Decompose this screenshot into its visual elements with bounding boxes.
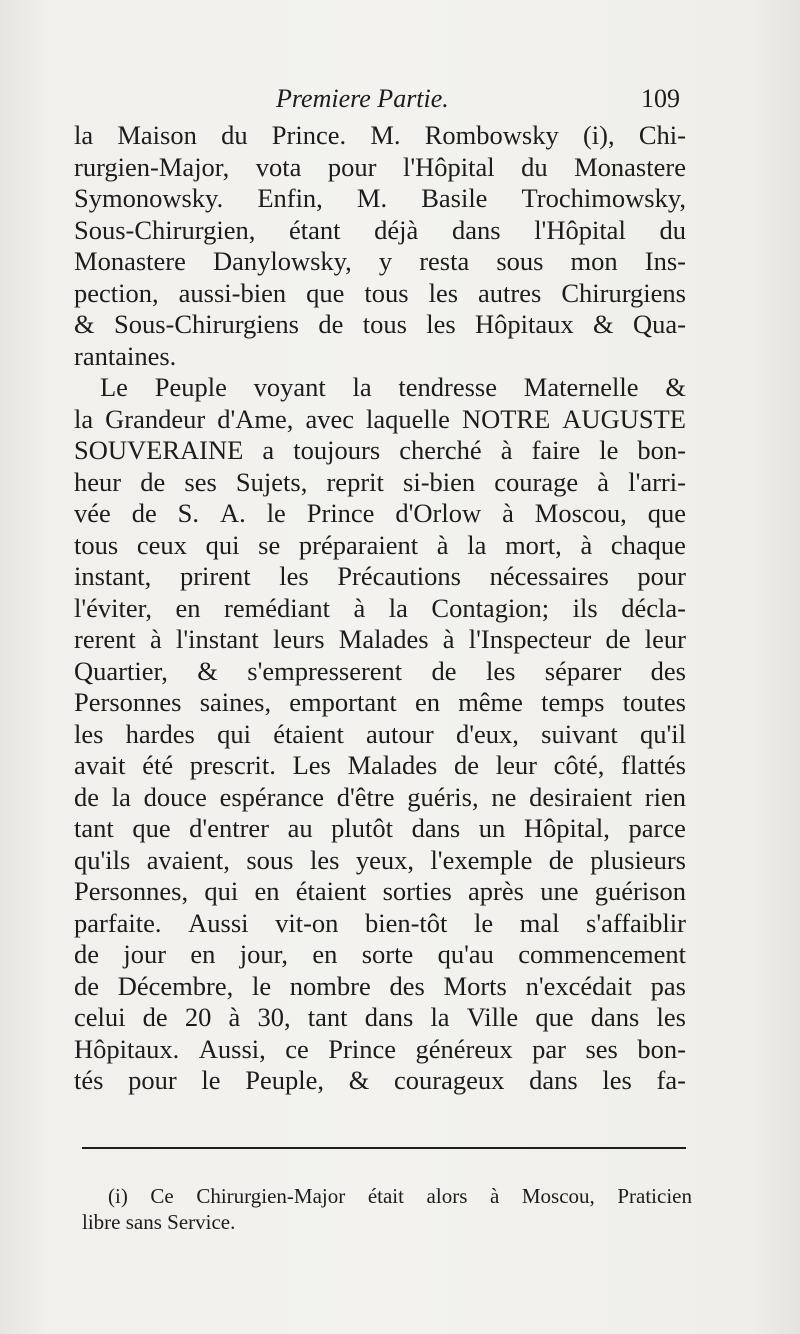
word: à: [580, 529, 593, 560]
word: de: [131, 498, 157, 528]
word: ils: [572, 592, 598, 623]
word: les: [602, 1065, 632, 1095]
word: à: [436, 529, 449, 560]
word: Ville: [466, 1002, 519, 1032]
text-line: [74, 593, 686, 625]
word: l'Hôpital: [402, 151, 495, 182]
word: étant: [289, 214, 341, 245]
text-line: rantaines.: [74, 340, 177, 371]
word: qu'il: [639, 718, 686, 749]
word: saines,: [199, 687, 272, 717]
word: tant: [74, 813, 114, 843]
word: qui: [205, 529, 240, 560]
word: la: [388, 592, 408, 623]
word: Les: [292, 750, 331, 780]
word: rerent: [74, 624, 136, 654]
word: laquelle: [366, 403, 450, 434]
word: SOUVERAINE: [74, 435, 244, 465]
word: jour: [123, 939, 167, 969]
word: que: [535, 1002, 574, 1032]
word: Qua-: [632, 309, 686, 339]
word: guérison: [594, 876, 686, 906]
text-line: [74, 467, 686, 499]
text-line: [74, 309, 686, 341]
word: fa-: [656, 1065, 686, 1095]
word: se: [258, 529, 281, 560]
word: pection,: [74, 277, 159, 308]
word: chaque: [610, 529, 686, 560]
word: un: [478, 813, 506, 843]
word: avait: [74, 750, 126, 780]
word: (i),: [582, 120, 615, 150]
word: le: [201, 1065, 221, 1095]
word: ne: [491, 781, 517, 812]
word: des: [650, 655, 686, 686]
word: 30,: [257, 1002, 291, 1032]
text-line: [74, 278, 686, 310]
word: à: [597, 466, 610, 497]
word: les: [74, 718, 104, 749]
word: qu'au: [437, 939, 494, 969]
text-line: [74, 1002, 686, 1034]
body-text: [74, 120, 686, 1097]
word: le: [474, 907, 494, 938]
word: sous: [246, 844, 294, 875]
word: la: [74, 120, 94, 150]
word: Chi-: [638, 120, 686, 150]
word: instant,: [74, 561, 152, 591]
word: d'eux,: [455, 718, 519, 749]
word: pour: [327, 151, 377, 182]
word: sorties: [382, 876, 452, 906]
word: voyant: [253, 372, 326, 402]
word: guéris,: [407, 781, 479, 812]
word: sous: [496, 246, 544, 276]
word: vota: [255, 151, 302, 182]
word: à: [502, 498, 514, 528]
word: desiraient: [529, 781, 633, 812]
text-line: [74, 719, 686, 751]
word: côté,: [553, 750, 605, 780]
word: étaient: [295, 876, 367, 906]
word: alors: [426, 1184, 468, 1208]
word: de: [140, 466, 166, 497]
footnote-line: libre sans Service.: [82, 1210, 236, 1234]
text-line: [74, 561, 686, 593]
text-line: [74, 498, 686, 530]
word: Basile: [421, 183, 488, 213]
word: autres: [478, 277, 542, 308]
word: était: [367, 1184, 404, 1208]
word: d'entrer: [189, 813, 269, 843]
word: la: [74, 403, 94, 434]
word: de: [454, 750, 480, 780]
word: Moscou,: [521, 1184, 595, 1208]
word: &: [592, 309, 614, 339]
word: Hôpitaux: [475, 309, 574, 339]
word: Prince: [306, 498, 375, 528]
word: Enfin,: [257, 183, 323, 213]
word: Contagion;: [431, 592, 550, 623]
word: pour: [128, 1065, 177, 1095]
word: Maison: [117, 120, 197, 150]
word: espérance: [219, 781, 325, 812]
word: prescrit.: [189, 750, 276, 780]
word: du: [659, 214, 686, 245]
word: celui: [74, 1002, 126, 1032]
text-line: [74, 120, 686, 152]
word: Ins-: [644, 246, 686, 276]
word: le: [266, 498, 286, 528]
word: A.: [219, 498, 246, 528]
word: remédiant: [224, 592, 330, 623]
text-line: [74, 939, 686, 971]
word: Sujets,: [235, 466, 308, 497]
word: en: [414, 687, 440, 717]
word: Moscou,: [534, 498, 627, 528]
word: que: [306, 277, 345, 308]
word: à: [442, 624, 455, 654]
word: M.: [356, 183, 388, 213]
word: ce: [285, 1033, 309, 1064]
word: heur: [74, 466, 122, 497]
text-line: [74, 908, 686, 940]
word: Danylowsky,: [212, 246, 352, 276]
text-line: [74, 246, 686, 278]
word: bon-: [637, 435, 686, 465]
word: avec: [305, 403, 354, 434]
word: les: [428, 277, 459, 308]
word: la: [467, 529, 487, 560]
text-line: [74, 530, 686, 562]
word: Symonowsky.: [74, 183, 224, 213]
footnote: [82, 1183, 692, 1235]
text-line: [74, 1065, 686, 1097]
word: aussi-bien: [178, 277, 287, 308]
word: Prince.: [271, 120, 347, 150]
text-line: [74, 750, 686, 782]
text-line: [74, 876, 686, 908]
word: yeux,: [355, 844, 414, 875]
word: n'excédait: [525, 970, 632, 1001]
text-line: [74, 656, 686, 688]
word: Sous-Chirurgien,: [74, 214, 256, 245]
text-line: [74, 372, 686, 404]
word: suivant: [541, 718, 618, 749]
word: Peuple,: [245, 1065, 324, 1095]
word: de: [142, 1002, 168, 1032]
word: séparer: [544, 655, 622, 686]
word: Trochimowsky,: [521, 183, 686, 213]
word: Prince: [328, 1033, 396, 1064]
word: ses: [585, 1033, 618, 1064]
word: de: [74, 939, 100, 969]
word: s'empresserent: [247, 655, 403, 686]
word: pour: [637, 561, 686, 591]
word: Malades: [347, 750, 438, 780]
word: Chirurgiens: [561, 277, 686, 308]
text-line: [74, 404, 686, 436]
word: de: [74, 970, 100, 1001]
word: S.: [177, 498, 200, 528]
word: bon-: [637, 1033, 686, 1064]
word: dans: [411, 813, 461, 843]
word: de: [431, 655, 457, 686]
word: d'être: [336, 781, 395, 812]
word: resta: [419, 246, 470, 276]
text-line: [74, 845, 686, 877]
word: jour,: [239, 939, 289, 969]
word: préparaient: [298, 529, 419, 560]
word: Rombowsky: [424, 120, 559, 150]
word: toujours: [293, 435, 381, 465]
text-line: [74, 624, 686, 656]
word: à: [150, 624, 162, 654]
word: Ce: [150, 1184, 174, 1208]
word: la: [430, 1002, 450, 1032]
word: autour: [366, 718, 434, 749]
word: leur: [495, 750, 537, 780]
word: l'arri-: [628, 466, 686, 497]
text-line: [74, 435, 686, 467]
text-line: [74, 971, 686, 1003]
word: commencement: [518, 939, 686, 969]
word: qui: [217, 718, 251, 749]
word: à: [353, 592, 366, 623]
word: Le: [100, 372, 128, 402]
word: reprit: [326, 466, 384, 497]
text-line: [74, 183, 686, 215]
word: des: [389, 970, 425, 1001]
word: leur: [644, 624, 686, 654]
word: Hôpitaux.: [74, 1033, 180, 1064]
word: déjà: [374, 214, 419, 245]
word: par: [532, 1033, 566, 1064]
word: Grandeur: [105, 403, 206, 434]
word: à: [500, 435, 513, 465]
word: flattés: [621, 750, 686, 780]
word: de: [605, 624, 631, 654]
word: &: [197, 655, 218, 686]
word: que: [647, 498, 686, 528]
word: dans: [590, 1002, 640, 1032]
word: s'affaiblir: [586, 907, 686, 938]
word: Chirurgien-Major: [196, 1184, 346, 1208]
word: dans: [364, 1002, 414, 1032]
word: vit-on: [275, 907, 339, 938]
word: temps: [541, 687, 605, 717]
text-line: [74, 813, 686, 845]
word: Aussi,: [198, 1033, 266, 1064]
word: mal: [519, 907, 560, 938]
word: à: [489, 1184, 500, 1208]
running-head: Premiere Partie.: [276, 84, 449, 113]
word: hardes: [125, 718, 195, 749]
text-line: [74, 152, 686, 184]
word: &: [665, 372, 686, 402]
word: (i): [108, 1184, 128, 1208]
word: leurs: [273, 624, 325, 654]
word: faire: [531, 435, 581, 465]
word: Personnes,: [74, 876, 189, 906]
word: même: [458, 687, 523, 717]
word: tés: [74, 1065, 104, 1095]
word: tous: [362, 309, 407, 339]
page-header: [74, 84, 684, 120]
word: prirent: [179, 561, 251, 591]
word: Morts: [443, 970, 507, 1001]
word: le: [599, 435, 619, 465]
word: Monastere: [74, 246, 186, 276]
text-line: [74, 782, 686, 814]
page-number: 109: [641, 84, 680, 113]
word: été: [142, 750, 174, 780]
word: les: [279, 561, 309, 591]
word: cherché: [399, 435, 482, 465]
word: bien-tôt: [364, 907, 448, 938]
word: Monastere: [574, 151, 686, 182]
word: généreux: [415, 1033, 513, 1064]
word: l'Hôpital: [534, 214, 626, 245]
word: Peuple: [154, 372, 227, 402]
word: AUGUSTE: [562, 403, 686, 434]
word: Praticien: [617, 1184, 692, 1208]
word: de: [318, 309, 344, 339]
word: Maternelle: [523, 372, 639, 402]
word: a: [262, 435, 275, 465]
word: NOTRE: [461, 403, 551, 434]
word: Personnes: [74, 687, 182, 717]
word: plutôt: [331, 813, 393, 843]
word: courage: [494, 466, 579, 497]
word: si-bien: [403, 466, 476, 497]
word: douce: [143, 781, 207, 812]
text-line: [74, 215, 686, 247]
word: vée: [74, 498, 111, 528]
word: étaient: [273, 718, 344, 749]
word: &: [348, 1065, 370, 1095]
word: l'éviter,: [74, 592, 153, 623]
word: une: [540, 876, 579, 906]
word: du: [221, 120, 248, 150]
word: qui: [204, 876, 239, 906]
word: la: [111, 781, 131, 812]
word: rien: [644, 781, 686, 812]
word: les: [426, 309, 456, 339]
word: Sous-Chirurgiens: [113, 309, 299, 339]
word: parfaite.: [74, 907, 162, 938]
word: dans: [529, 1065, 578, 1095]
word: &: [74, 309, 95, 339]
word: au: [287, 813, 313, 843]
word: que: [132, 813, 171, 843]
word: Décembre,: [117, 970, 234, 1001]
word: le: [251, 970, 272, 1001]
text-line: [74, 1034, 686, 1066]
word: du: [521, 151, 548, 182]
word: les: [656, 1002, 686, 1032]
word: Malades: [338, 624, 429, 654]
word: mort,: [505, 529, 562, 560]
word: après: [468, 876, 524, 906]
word: courageux: [394, 1065, 505, 1095]
footnote-rule: [82, 1147, 686, 1149]
word: tendresse: [398, 372, 497, 402]
word: sorte: [361, 939, 414, 969]
word: en: [312, 939, 338, 969]
word: l'Inspecteur: [468, 624, 592, 654]
word: ses: [184, 466, 217, 497]
word: tous: [74, 529, 119, 560]
word: avaient,: [146, 844, 230, 875]
word: qu'ils: [74, 844, 131, 875]
word: emportant: [289, 687, 397, 717]
word: en: [254, 876, 280, 906]
word: les: [485, 655, 516, 686]
word: pas: [650, 970, 686, 1001]
word: 20: [184, 1002, 212, 1032]
word: Aussi: [188, 907, 249, 938]
word: l'exemple: [430, 844, 533, 875]
text-line: [74, 687, 686, 719]
word: d'Orlow: [395, 498, 482, 528]
word: rurgien-Major,: [74, 151, 230, 182]
word: plusieurs: [590, 844, 686, 875]
footnote-line: [82, 1183, 692, 1209]
word: toutes: [622, 687, 686, 717]
word: à: [228, 1002, 241, 1032]
word: M.: [370, 120, 401, 150]
word: Précautions: [337, 561, 461, 591]
word: les: [309, 844, 340, 875]
word: en: [190, 939, 216, 969]
word: nécessaires: [489, 561, 609, 591]
word: y: [378, 246, 393, 276]
word: en: [175, 592, 201, 623]
word: mon: [570, 246, 618, 276]
word: dans: [451, 214, 501, 245]
word: parce: [628, 813, 686, 843]
word: Quartier,: [74, 655, 168, 686]
word: décla-: [621, 592, 686, 623]
word: nombre: [289, 970, 371, 1001]
word: tous: [364, 277, 409, 308]
word: ceux: [136, 529, 187, 560]
word: tant: [307, 1002, 348, 1032]
word: de: [548, 844, 574, 875]
word: Hôpital,: [523, 813, 610, 843]
word: de: [74, 781, 100, 812]
word: l'instant: [176, 624, 259, 654]
word: d'Ame,: [217, 403, 294, 434]
word: la: [352, 372, 372, 402]
